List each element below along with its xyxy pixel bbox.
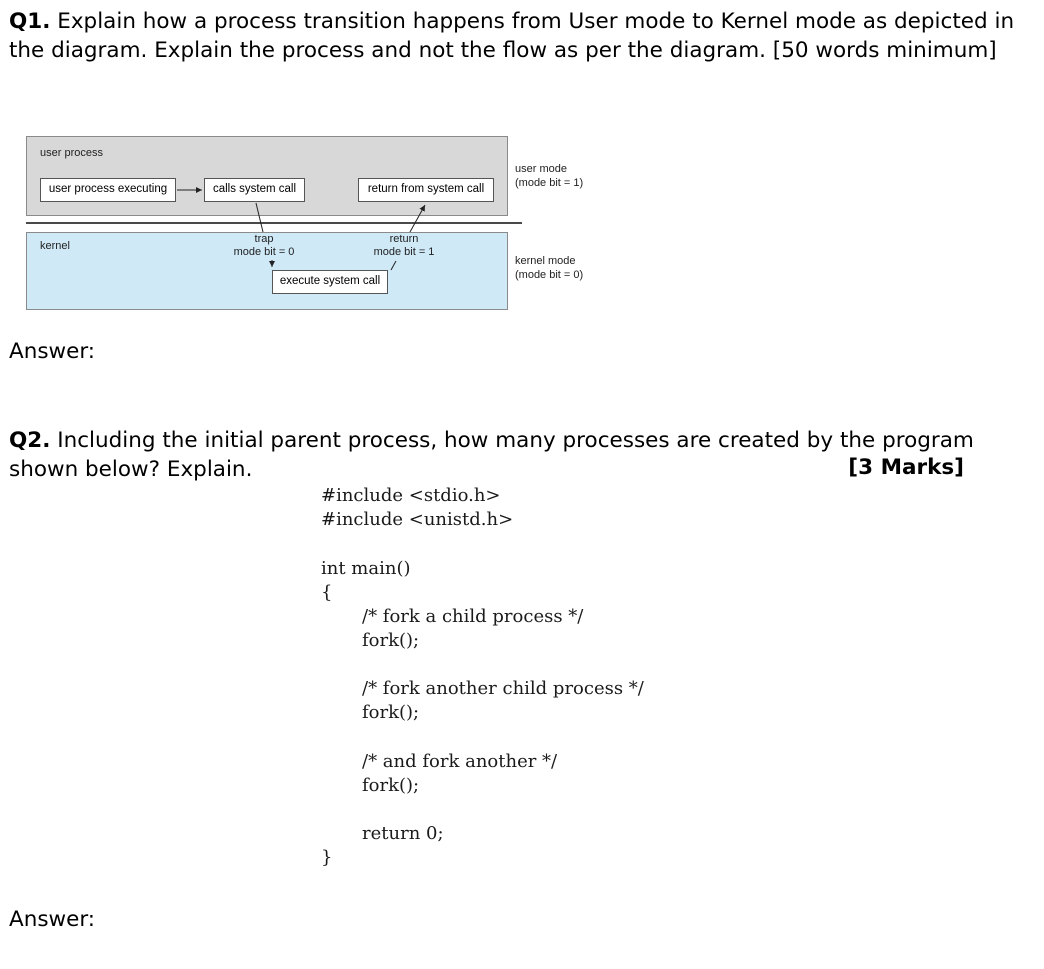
- arrow-execute-to-return: [391, 261, 396, 270]
- return-mode-bit-label: mode bit = 1: [373, 246, 435, 258]
- code-line: #include <unistd.h>: [321, 509, 514, 530]
- question-1-text: Explain how a process transition happens from User mode to Kernel mode as depicted in the diagram. Explain the process and not the flow as per the diagram. [50 words minimum]: [9, 9, 1015, 63]
- trap-label: trap: [254, 233, 274, 245]
- diagram-arrows: [26, 136, 606, 311]
- question-1-label: Q1.: [9, 9, 51, 34]
- question-2-text: Including the initial parent process, how many processes are created by the program shown below? Explain.: [9, 428, 974, 482]
- question-1: [9, 7, 1024, 65]
- code-line: fork();: [362, 702, 420, 723]
- question-2-label: Q2.: [9, 428, 51, 453]
- code-line: return 0;: [362, 823, 444, 844]
- trap-mode-bit-label: mode bit = 0: [233, 246, 295, 258]
- code-line: }: [321, 847, 333, 868]
- user-process-executing-box: user process executing: [40, 178, 176, 202]
- calls-system-call-box: calls system call: [204, 178, 305, 202]
- arrow-calls-to-trap: [256, 203, 263, 232]
- return-label: return: [389, 233, 419, 245]
- user-process-label: user process: [40, 147, 103, 159]
- return-from-system-call-box: return from system call: [358, 178, 494, 202]
- kernel-mode-bit-label: (mode bit = 0): [515, 269, 584, 281]
- code-line: /* and fork another */: [362, 751, 558, 772]
- code-line: #include <stdio.h>: [321, 485, 501, 506]
- code-line: {: [321, 582, 333, 603]
- mode-transition-diagram: [26, 136, 606, 311]
- code-line: /* fork another child process */: [362, 678, 644, 699]
- answer-1-label: Answer:: [9, 339, 96, 364]
- execute-system-call-box: execute system call: [272, 270, 388, 294]
- code-line: fork();: [362, 775, 420, 796]
- arrow-return-up: [410, 205, 425, 232]
- kernel-mode-label: kernel mode: [515, 255, 576, 267]
- answer-2-label: Answer:: [9, 907, 96, 932]
- code-line: int main(): [321, 558, 411, 579]
- kernel-label: kernel: [40, 240, 70, 252]
- user-mode-bit-label: (mode bit = 1): [515, 177, 584, 189]
- question-2-marks: [3 Marks]: [848, 455, 964, 480]
- code-line: fork();: [362, 630, 420, 651]
- user-mode-label: user mode: [515, 163, 567, 175]
- code-line: /* fork a child process */: [362, 606, 584, 627]
